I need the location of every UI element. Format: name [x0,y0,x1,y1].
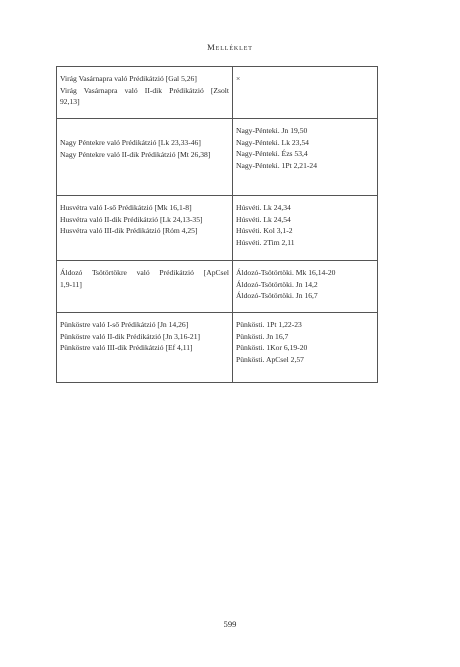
reference: Nagy-Pénteki. Jn 19,50 [236,126,308,135]
sermon-title: Pünköstre való II-dik Prédikátzió [Jn 3,16-21] [60,331,201,341]
reference: Pünkösti. ApCsel 2,57 [236,355,304,365]
reference: Nagy-Pénteki. Ézs 53,4 [236,149,308,159]
sermon-title: Husvétra való I-ső Prédikátzió [Mk 16,1-8] [60,203,192,212]
table-cell-sermon-titles [57,67,233,119]
table-row [57,313,378,383]
reference: Pünkösti. Jn 16,7 [236,331,289,341]
reference: Nagy-Pénteki. Lk 23,54 [236,137,309,147]
table-row [57,119,378,196]
table-cell-references [233,261,378,313]
sermon-title-continuation: 92,13] [60,97,80,107]
sermon-title: Nagy Péntekre való Prédikátzió [Lk 23,33-46] [60,138,201,147]
reference: Áldozó-Tsötörtöki. Jn 16,7 [236,291,318,301]
reference: Húsvéti. Lk 24,54 [236,214,291,224]
empty-mark: × [236,74,241,83]
sermon-title: Pünköstre való I-ső Prédikátzió [Jn 14,26] [60,320,189,329]
table-cell-references [233,119,378,196]
reference: Áldozó-Tsötörtöki. Jn 14,2 [236,279,318,289]
reference: Húsvéti. Kol 3,1-2 [236,226,293,236]
reference: Húsvéti. 2Tim 2,11 [236,238,295,248]
table-cell-references [233,313,378,383]
reference: Pünkösti. 1Pt 1,22-23 [236,320,302,329]
table-cell-references [233,196,378,261]
sermon-title: Virág Vasárnapra való Prédikátzió [Gal 5,26] [60,74,197,83]
table-cell-sermon-titles [57,261,233,313]
reference: Áldozó-Tsötörtöki. Mk 16,14-20 [236,268,336,277]
sermon-title: Áldozó Tsötörtökre való Prédikátzió [ApCsel [60,268,229,277]
table-cell-sermon-titles [57,313,233,383]
sermon-title: Pünköstre való III-dik Prédikátzió [Ef 4,11] [60,343,193,353]
table-cell-sermon-titles [57,196,233,261]
reference: Húsvéti. Lk 24,34 [236,203,291,212]
table-row [57,67,378,119]
sermon-title: Husvétra való II-dik Prédikátzió [Lk 24,13-35] [60,214,203,224]
page-number: 599 [223,619,237,629]
sermon-title: Virág Vasárnapra való II-dik Prédikátzió [Zsolt [60,85,229,95]
sermon-title: Nagy Péntekre való II-dik Prédikátzió [Mt 26,38] [60,149,211,159]
table-row [57,261,378,313]
reference: Pünkösti. 1Kor 6,19-20 [236,343,308,353]
table-row [57,196,378,261]
running-header: Melléklet [207,42,253,52]
sermon-title: Husvétra való III-dik Prédikátzió [Róm 4,25] [60,226,198,236]
sermon-table [56,66,378,383]
table-cell-references [233,67,378,119]
reference: Nagy-Pénteki. 1Pt 2,21-24 [236,161,317,171]
table-cell-sermon-titles [57,119,233,196]
sermon-title-continuation: 1,9-11] [60,279,82,289]
